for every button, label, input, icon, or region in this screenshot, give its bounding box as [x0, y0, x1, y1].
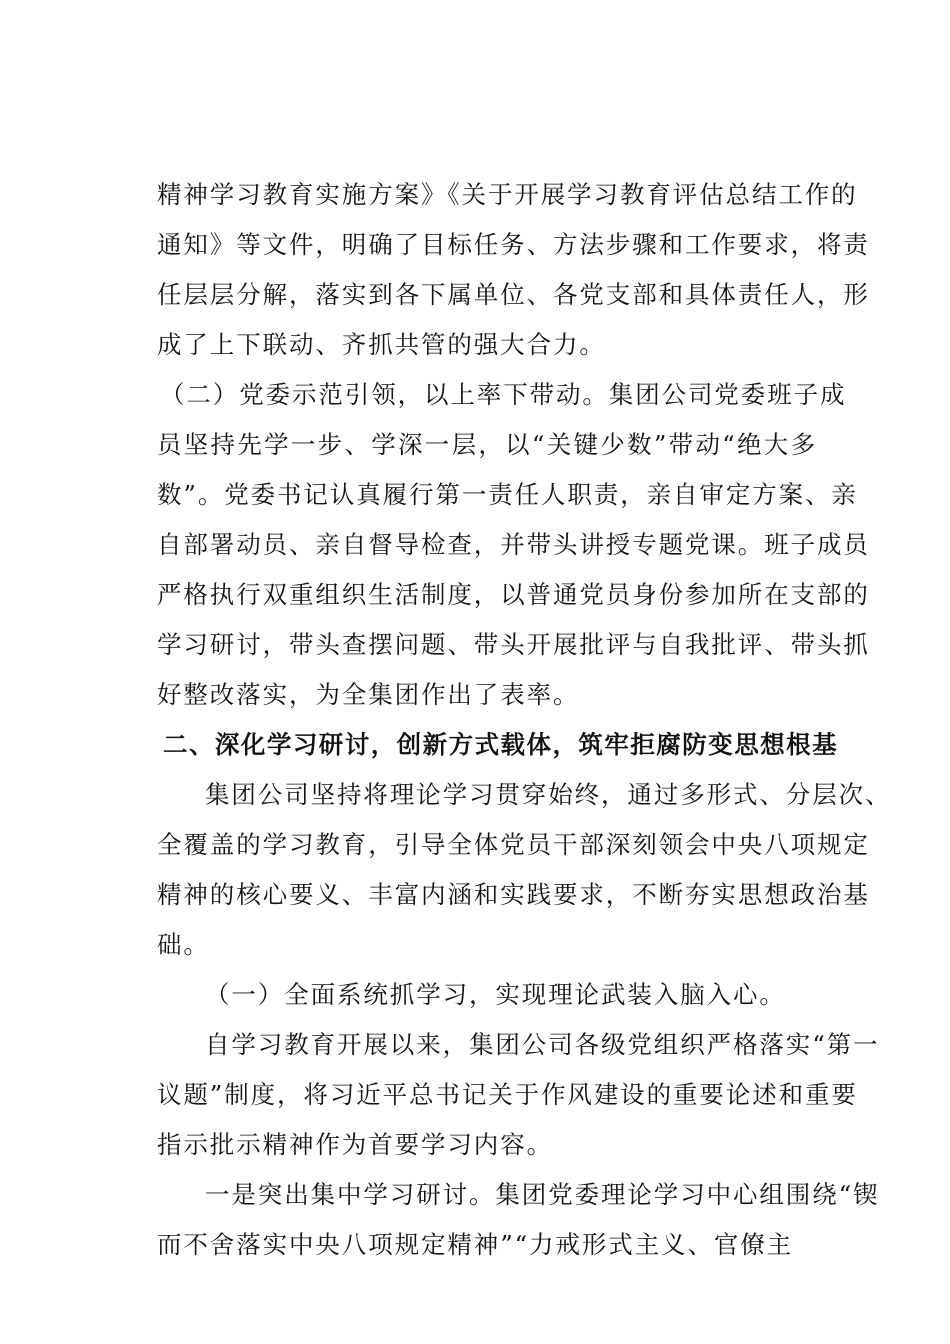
body-text-line: 员坚持先学一步、学深一层，以“关键少数”带动“绝大多 — [157, 430, 817, 459]
section-heading: 二、深化学习研讨，创新方式载体，筑牢拒腐防变思想根基 — [163, 730, 837, 759]
body-text-line: 学习研讨，带头查摆问题、带头开展批评与自我批评、带头抓 — [157, 630, 870, 659]
body-text-line: 精神学习教育实施方案》《关于开展学习教育评估总结工作的 — [157, 180, 858, 209]
body-text-line: 自学习教育开展以来，集团公司各级党组织严格落实“第一 — [205, 1030, 880, 1059]
body-text-line: 自部署动员、亲自督导检查，并带头讲授专题党课。班子成员 — [157, 530, 870, 559]
subsection-heading-line: （一）全面系统抓学习，实现理论武装入脑入心。 — [205, 980, 786, 1009]
body-text-line: 精神的核心要义、丰富内涵和实践要求，不断夯实思想政治基 — [157, 880, 870, 909]
subsection-heading-line: （二）党委示范引领，以上率下带动。集团公司党委班子成 — [160, 380, 847, 409]
body-text-line: 指示批示精神作为首要学习内容。 — [157, 1130, 553, 1159]
body-text-line: 严格执行双重组织生活制度，以普通党员身份参加所在支部的 — [157, 580, 870, 609]
body-text-line: 础。 — [157, 930, 210, 959]
body-text-line: 通知》等文件，明确了目标任务、方法步骤和工作要求，将责 — [157, 230, 870, 259]
body-text-line: 好整改落实，为全集团作出了表率。 — [157, 680, 580, 709]
body-text-line: 而不舍落实中央八项规定精神”“力戒形式主义、官僚主 — [157, 1230, 794, 1259]
body-text-line: 任层层分解，落实到各下属单位、各党支部和具体责任人，形 — [157, 280, 870, 309]
body-text-line: 成了上下联动、齐抓共管的强大合力。 — [157, 330, 606, 359]
body-text-line: 集团公司坚持将理论学习贯穿始终，通过多形式、分层次、 — [205, 780, 892, 809]
body-text-line: 一是突出集中学习研讨。集团党委理论学习中心组围绕“锲 — [205, 1180, 880, 1209]
body-text-line: 全覆盖的学习教育，引导全体党员干部深刻领会中央八项规定 — [157, 830, 870, 859]
body-text-line: 数”。党委书记认真履行第一责任人职责，亲自审定方案、亲 — [157, 480, 858, 509]
body-text-line: 议题”制度，将习近平总书记关于作风建设的重要论述和重要 — [157, 1080, 858, 1109]
